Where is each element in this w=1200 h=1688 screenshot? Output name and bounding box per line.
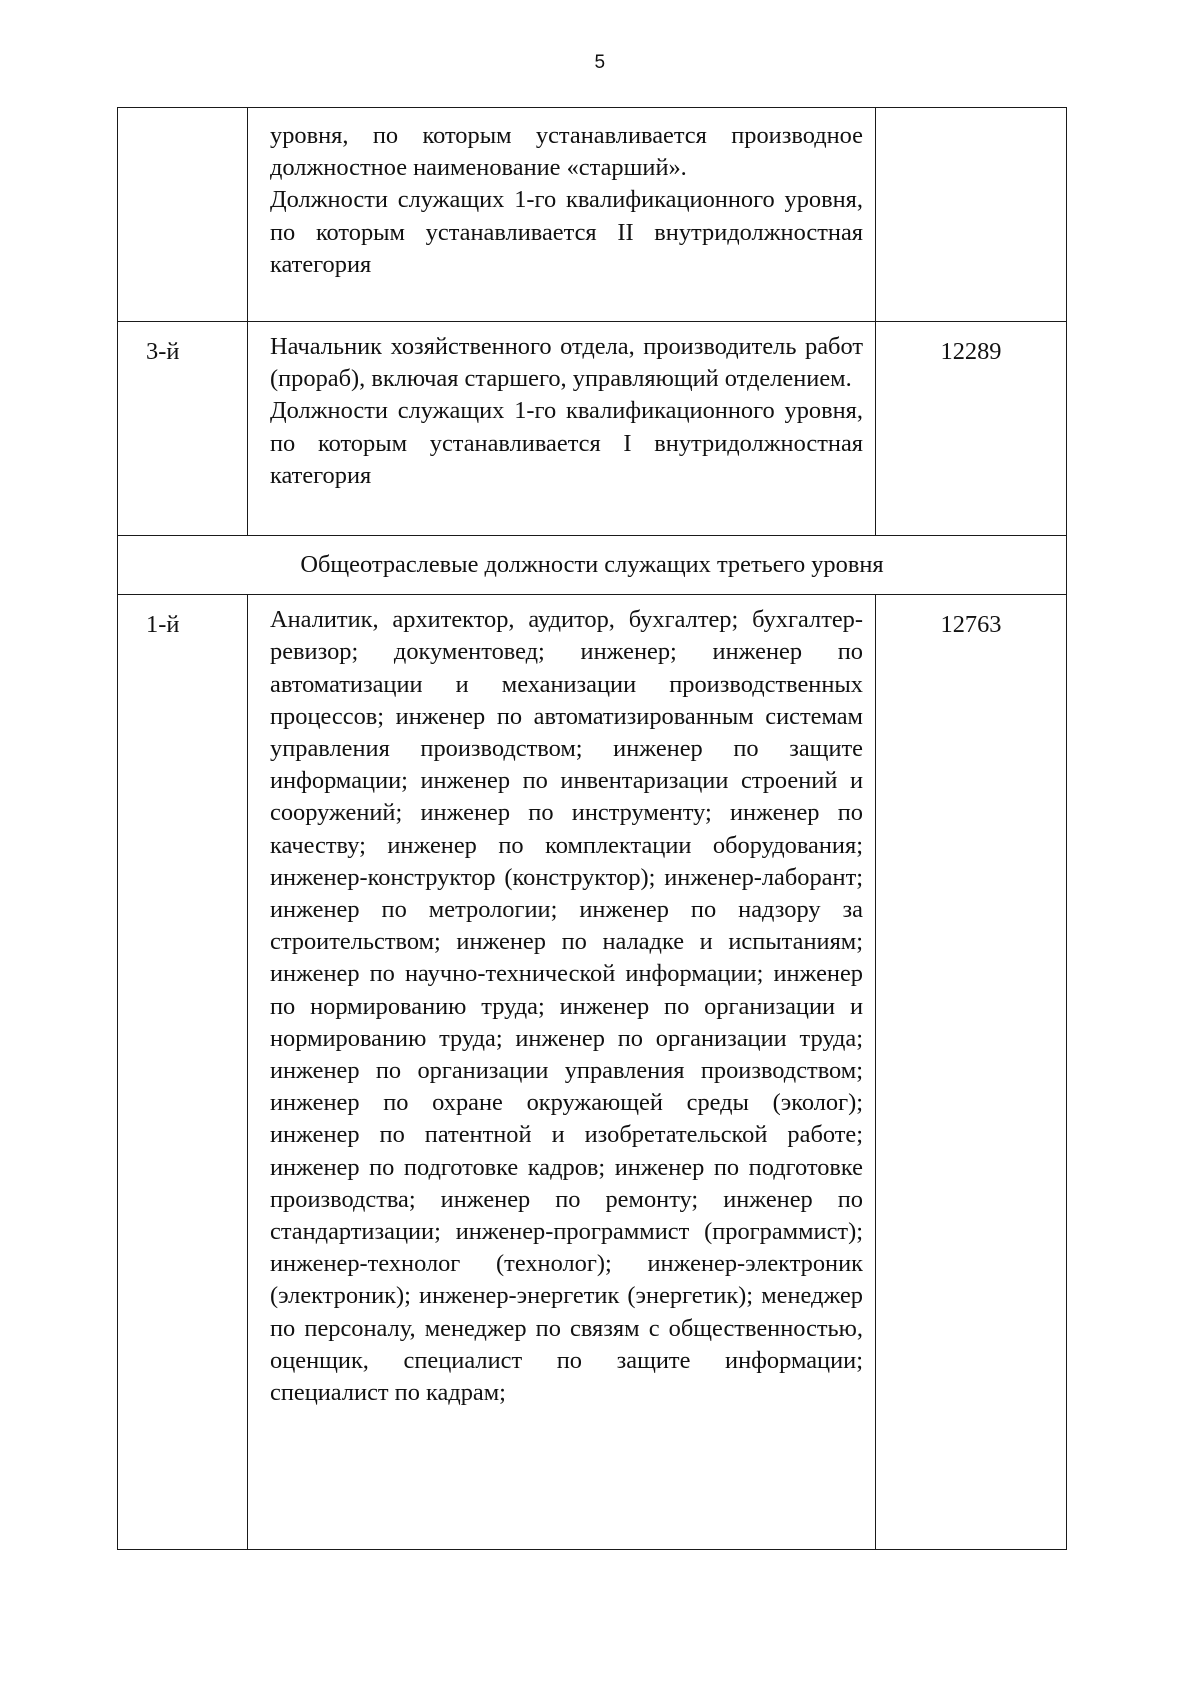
positions-paragraph: Должности служащих 1-го квалификационного уровня, по которым устанавливается II внутридолжностная категория xyxy=(270,186,863,278)
level-cell xyxy=(118,108,248,322)
positions-cell xyxy=(248,322,876,536)
table-row xyxy=(118,595,1067,1550)
group-header-row xyxy=(118,536,1067,595)
level-cell: 3-й xyxy=(118,322,248,536)
level-cell: 1-й xyxy=(118,595,248,1550)
positions-paragraph: уровня, по которым устанавливается производное должностное наименование «старший». xyxy=(270,122,863,182)
salary-grade-table xyxy=(117,107,1067,1550)
group-header: Общеотраслевые должности служащих третьего уровня xyxy=(118,536,1067,595)
salary-cell: 12763 xyxy=(876,595,1067,1550)
positions-cell xyxy=(248,595,876,1550)
table-row xyxy=(118,108,1067,322)
page-number: 5 xyxy=(594,52,606,73)
positions-paragraph: Начальник хозяйственного отдела, производитель работ (прораб), включая старшего, управляющий отделением. xyxy=(270,333,863,393)
positions-cell xyxy=(248,108,876,322)
positions-paragraph: Должности служащих 1-го квалификационного уровня, по которым устанавливается I внутридолжностная категория xyxy=(270,397,863,489)
salary-cell: 12289 xyxy=(876,322,1067,536)
salary-cell xyxy=(876,108,1067,322)
table-row xyxy=(118,322,1067,536)
positions-paragraph: Аналитик, архитектор, аудитор, бухгалтер; бухгалтер-ревизор; документовед; инженер; инженер по автоматизации и механизации производственных процессов; инженер по автоматизированным системам управления производством; инженер по защите информации; инженер по инвентаризации строений и сооружений; инженер по инструменту; инженер по качеству; инженер по комплектации оборудования; инженер-конструктор (конструктор); инженер-лаборант; инженер по метрологии; инженер по надзору за строительством; инженер по наладке и испытаниям; инженер по научно-технической информации; инженер по нормированию труда; инженер по организации и нормированию труда; инженер по организации труда; инженер по организации управления производством; инженер по охране окружающей среды (эколог); инженер по патентной и изобретательской работе; инженер по подготовке кадров; инженер по подготовке производства; инженер по ремонту; инженер по стандартизации; инженер-программист (программист); инженер-технолог (технолог); инженер-электроник (электроник); инженер-энергетик (энергетик); менеджер по персоналу, менеджер по связям с общественностью, оценщик, специалист по защите информации; специалист по кадрам; xyxy=(270,606,863,1407)
